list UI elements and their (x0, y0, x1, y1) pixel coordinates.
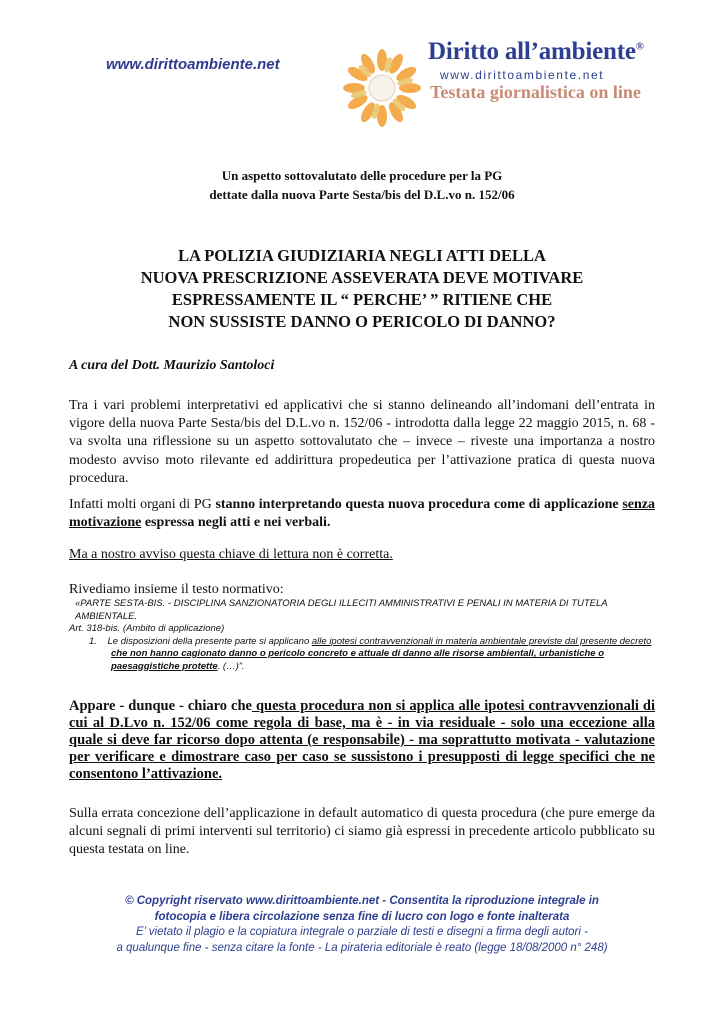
p5-underlined: questa procedura non si applica alle ipotesi contravvenzionali di cui al D.Lvo n. 152/06 come regola di base, ma è - in via residuale - solo una eccezione alla quale si deve far ricorso dopo attenta (e responsabile) - ma soprattutto motivata - valutazione per verificare e dimostrare caso per caso se sussistono i presupposti di legge specifici che ne consentono l’attivazione. (69, 698, 655, 782)
p2-bold-end: espressa negli atti e nei verbali. (141, 515, 331, 531)
paragraph-pg-interpretation (69, 496, 655, 532)
quote-underlined: alle ipotesi contravvenzionali in materia ambientale previste dal presente decreto (311, 635, 652, 647)
quote-item (69, 636, 659, 674)
p5-lead: Appare - dunque - chiaro che (69, 698, 252, 714)
footer-line: © Copyright riservato www.dirittoambiente.net - Consentita la riproduzione integrale in (125, 895, 599, 907)
title-line: LA POLIZIA GIUDIZIARIA NEGLI ATTI DELLA (178, 246, 546, 265)
subtitle (0, 166, 724, 204)
brand-title: Diritto all’ambiente® (428, 38, 644, 65)
paragraph-intro: Tra i vari problemi interpretativi ed applicativi che si stanno delineando all’indomani dell’entrata in vigore della nuova Parte Sesta/bis del D.L.vo n. 152/06 - introdotta dalla legge 22 maggio 2015, n. 68 - va svolta una riflessione su un aspetto sottovalutato che – invece – riveste una importanza a nostro modesto avviso moto rilevante ed addirittura propedeutica per l’attivazione pratica di questa nuova procedura. (69, 398, 655, 486)
footer-line: a qualunque fine - senza citare la fonte - La pirateria editoriale è reato (legge 18/08/2000 n° 248) (116, 941, 608, 954)
paragraph-opinion: Ma a nostro avviso questa chiave di lettura non è corretta. (69, 547, 393, 562)
paragraph-review-intro: Rivediamo insieme il testo normativo: (69, 582, 284, 597)
author-credit: A cura del Dott. Maurizio Santoloci (69, 358, 275, 373)
paragraph-conclusion (69, 698, 655, 783)
quote-text: Le disposizioni della presente parte si applicano (107, 635, 312, 647)
subtitle-line: Un aspetto sottovalutato delle procedure per la PG (221, 168, 503, 183)
footer-line: fotocopia e libera circolazione senza fine di lucro con logo e fonte inalterata (154, 910, 570, 923)
brand-url[interactable]: www.dirittoambiente.net (440, 68, 605, 82)
quote-end: . (…)”. (217, 660, 245, 672)
p2-bold: stanno interpretando questa nuova procedura come di applicazione (215, 497, 623, 512)
quote-bold-underlined: che non hanno cagionato danno o pericolo concreto e attuale di danno alle risorse ambientali, urbanistiche o paesaggistiche protette (111, 648, 605, 672)
paragraph-previous-article: Sulla errata concezione dell’applicazione in default automatico di questa procedura (che pure emerge da alcuni segnali di primi interventi sul territorio) ci siamo già espressi in precedente articolo pubblicato su questa testata on line. (69, 806, 655, 858)
site-url[interactable]: www.dirittoambiente.net (106, 56, 280, 73)
p2-bold-underlined: senza motivazione (69, 497, 655, 531)
footer-line: E’ vietato il plagio e la copiatura integrale o parziale di testi e disegni a firma degli autori - (136, 926, 588, 938)
title-line: NUOVA PRESCRIZIONE ASSEVERATA DEVE MOTIVARE (140, 268, 584, 287)
sunflower-logo-icon (342, 48, 422, 128)
page-title (0, 245, 724, 333)
quote-article: Art. 318-bis. (Ambito di applicazione) (69, 623, 225, 634)
copyright-footer (0, 894, 724, 956)
p2-text: Infatti molti organi di PG (69, 497, 216, 512)
title-line: NON SUSSISTE DANNO O PERICOLO DI DANNO? (168, 312, 556, 331)
law-quote (69, 598, 659, 673)
brand-tagline: Testata giornalistica on line (430, 82, 641, 102)
subtitle-line: dettate dalla nuova Parte Sesta/bis del D.L.vo n. 152/06 (209, 187, 515, 202)
quote-item-number: 1. (89, 635, 97, 647)
title-line: ESPRESSAMENTE IL “ PERCHE’ ” RITIENE CHE (171, 290, 553, 309)
quote-heading: «PARTE SESTA-BIS. - DISCIPLINA SANZIONATORIA DEGLI ILLECITI AMMINISTRATIVI E PENALI IN MATERIA DI TUTELA AMBIENTALE. (75, 598, 608, 622)
